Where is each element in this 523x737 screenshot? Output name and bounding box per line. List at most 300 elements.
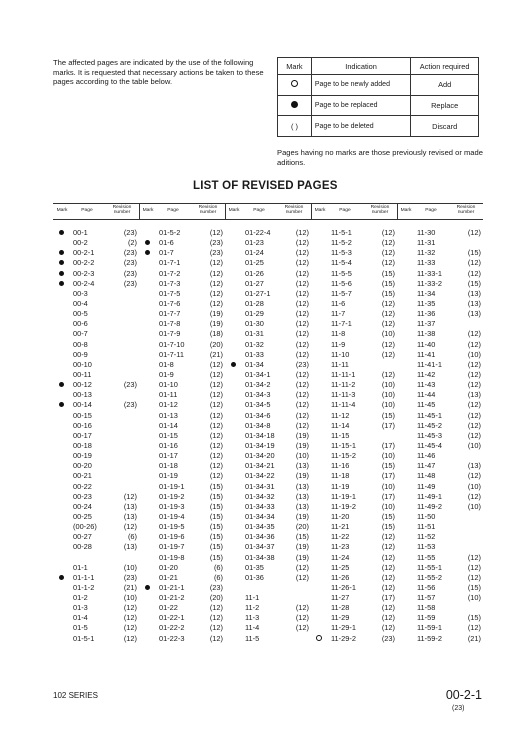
revision-number: (21)	[123, 582, 137, 592]
page-id: 01-7	[159, 248, 174, 258]
revision-row	[399, 421, 481, 431]
revision-number: (23)	[123, 380, 137, 390]
page-id: 11-51	[417, 522, 436, 532]
page-id: 01-20	[159, 562, 178, 572]
page-id: 01-19-4	[159, 511, 185, 521]
revision-row	[313, 471, 395, 481]
page-id: 01-16	[159, 440, 178, 450]
revision-row	[227, 613, 309, 623]
revision-row	[55, 319, 137, 329]
page-id: 01-8	[159, 359, 174, 369]
revision-row	[141, 613, 223, 623]
revision-number: (12)	[209, 420, 223, 430]
revision-number: (12)	[209, 440, 223, 450]
revision-number: (12)	[209, 400, 223, 410]
revision-row	[141, 553, 223, 563]
revision-number: (12)	[467, 471, 481, 481]
page-id: 01-1	[73, 562, 88, 572]
revision-row	[313, 431, 395, 441]
filled-circle-mark	[55, 380, 67, 390]
revision-row	[141, 238, 223, 248]
revision-row	[55, 279, 137, 289]
page-id: 00-24	[73, 501, 92, 511]
revision-row	[313, 553, 395, 563]
revision-number: (12)	[295, 572, 309, 582]
revision-number: (12)	[467, 268, 481, 278]
revision-number: (12)	[209, 268, 223, 278]
revision-row	[227, 623, 309, 633]
page-id: 11-20	[331, 511, 350, 521]
revision-row	[227, 340, 309, 350]
revision-row	[399, 370, 481, 380]
page-id: 11-5-5	[331, 268, 352, 278]
page-id: 01-7-6	[159, 298, 181, 308]
page-id: 11-42	[417, 369, 436, 379]
page-id: 00-6	[73, 319, 88, 329]
page-id: 11-19	[331, 481, 350, 491]
page-id: 11-23	[331, 542, 350, 552]
filled-circle-mark	[55, 258, 67, 268]
revision-number: (19)	[295, 430, 309, 440]
revision-row	[313, 299, 395, 309]
revision-row	[55, 228, 137, 238]
revision-number: (12)	[381, 248, 395, 258]
revision-row	[55, 441, 137, 451]
mark-header: Mark	[56, 208, 68, 213]
page-id: 01-26	[245, 268, 264, 278]
revision-number: (12)	[467, 420, 481, 430]
header-divider	[397, 203, 398, 220]
revision-number: (10)	[467, 349, 481, 359]
revision-row	[399, 319, 481, 329]
revision-row	[313, 563, 395, 573]
page-id: 01-5-1	[73, 633, 95, 643]
page-id: 11-6	[331, 298, 346, 308]
mark-header: Mark	[314, 208, 326, 213]
page-id: 01-28	[245, 298, 264, 308]
page-header: Page	[253, 208, 265, 213]
revision-row	[141, 258, 223, 268]
revision-header: Revision number	[370, 205, 390, 215]
page-id: 01-21-2	[159, 593, 185, 603]
page-id: 01-34-32	[245, 491, 275, 501]
revision-row	[399, 512, 481, 522]
revision-number: (12)	[381, 613, 395, 623]
revision-row	[55, 451, 137, 461]
revision-number: (12)	[123, 633, 137, 643]
page-id: 00-27	[73, 532, 92, 542]
revision-number: (12)	[381, 309, 395, 319]
revision-row	[141, 603, 223, 613]
page-id: 00-4	[73, 298, 88, 308]
revision-number: (10)	[381, 501, 395, 511]
revision-number: (12)	[381, 339, 395, 349]
revision-row	[399, 299, 481, 309]
revision-number: (19)	[295, 471, 309, 481]
revision-number: (13)	[295, 491, 309, 501]
revision-row	[399, 258, 481, 268]
page-id: 11-36	[417, 309, 436, 319]
revision-row	[141, 512, 223, 522]
page-id: 11-26-1	[331, 582, 356, 592]
page-id: 01-19-8	[159, 552, 185, 562]
page-id: 01-7-5	[159, 288, 181, 298]
revision-number: (12)	[467, 400, 481, 410]
revision-row	[313, 400, 395, 410]
column-group-header-1	[53, 203, 139, 220]
revision-row	[313, 360, 395, 370]
revision-row	[399, 623, 481, 633]
page-id: 11-49-1	[417, 491, 442, 501]
revision-header: Revision number	[284, 205, 304, 215]
revision-row	[227, 482, 309, 492]
revision-number: (12)	[381, 532, 395, 542]
revision-row	[399, 471, 481, 481]
revision-row	[313, 411, 395, 421]
revision-number: (10)	[467, 501, 481, 511]
revision-row	[399, 553, 481, 563]
revision-number: (13)	[123, 501, 137, 511]
revision-number: (12)	[295, 400, 309, 410]
revision-number: (12)	[209, 380, 223, 390]
revision-row	[399, 593, 481, 603]
revision-number: (12)	[295, 268, 309, 278]
page-id: 01-19-6	[159, 532, 185, 542]
revision-number: (12)	[123, 491, 137, 501]
page-header: Page	[167, 208, 179, 213]
revision-number: (12)	[209, 603, 223, 613]
revision-row	[399, 248, 481, 258]
revision-number: (12)	[295, 228, 309, 237]
page-id: 01-7-9	[159, 329, 181, 339]
revision-row	[141, 441, 223, 451]
page-id: 11-5-2	[331, 238, 352, 248]
revision-number: (10)	[467, 593, 481, 603]
page-id: 11-26	[331, 572, 350, 582]
page-id: 11-27	[331, 593, 350, 603]
revision-number: (15)	[381, 410, 395, 420]
revision-number: (15)	[381, 268, 395, 278]
page-id: 01-14	[159, 420, 178, 430]
revision-number: (17)	[381, 440, 395, 450]
revision-number: (23)	[209, 238, 223, 248]
revision-number: (23)	[123, 572, 137, 582]
page-id: 01-30	[245, 319, 264, 329]
revision-number: (12)	[381, 369, 395, 379]
revision-row	[227, 431, 309, 441]
revision-row	[313, 532, 395, 542]
revision-row	[227, 411, 309, 421]
revision-number: (15)	[295, 532, 309, 542]
revision-number: (12)	[381, 603, 395, 613]
revision-row	[141, 461, 223, 471]
revision-number: (23)	[123, 228, 137, 237]
revision-row	[55, 360, 137, 370]
action-replace: Replace	[411, 95, 479, 116]
revision-row	[227, 542, 309, 552]
revision-number: (12)	[295, 339, 309, 349]
page-id: 01-22-3	[159, 633, 185, 643]
revision-row	[399, 309, 481, 319]
marks-legend-table	[277, 57, 479, 137]
revision-number: (12)	[295, 349, 309, 359]
page-id: 11-2	[245, 603, 260, 613]
revision-row	[227, 319, 309, 329]
header-divider	[311, 203, 312, 220]
open-circle-mark	[278, 75, 312, 96]
page-id: 11-47	[417, 461, 436, 471]
revision-row	[141, 471, 223, 481]
revision-header: Revision number	[456, 205, 476, 215]
revision-number: (12)	[381, 238, 395, 248]
mark-header: Mark	[400, 208, 412, 213]
revision-row	[55, 522, 137, 532]
page-id: 01-34-2	[245, 380, 271, 390]
revision-row	[141, 289, 223, 299]
page-id: 11-22	[331, 532, 350, 542]
revision-row	[227, 360, 309, 370]
revision-row	[313, 583, 395, 593]
page-id: 11-48	[417, 471, 436, 481]
revision-row	[399, 542, 481, 552]
revision-number: (12)	[467, 228, 481, 237]
revision-row	[313, 228, 395, 238]
revision-row	[55, 603, 137, 613]
page-number: 00-2-1	[445, 688, 482, 702]
revision-number: (2)	[127, 238, 137, 248]
page-id: 11-5-6	[331, 278, 352, 288]
page-id: 11-30	[417, 228, 436, 237]
header-divider	[225, 203, 226, 220]
intro-paragraph: The affected pages are indicated by the use of the following marks. It is requested that necessary actions be taken to these pages according to the table below.	[53, 58, 264, 87]
revision-row	[55, 471, 137, 481]
revision-row	[399, 431, 481, 441]
revision-row	[399, 380, 481, 390]
revision-number: (12)	[295, 369, 309, 379]
filled-circle-mark	[141, 583, 153, 593]
page-id: 11-19-2	[331, 501, 356, 511]
filled-circle-mark	[227, 360, 239, 370]
page-id: 00-21	[73, 471, 92, 481]
revision-row	[141, 542, 223, 552]
revision-number: (12)	[467, 491, 481, 501]
page-id: 01-19-7	[159, 542, 185, 552]
page-id: 01-34-19	[245, 440, 275, 450]
revision-row	[55, 573, 137, 583]
revision-number: (12)	[123, 613, 137, 623]
page-id: 01-34-34	[245, 511, 275, 521]
page-id: 11-11-4	[331, 400, 356, 410]
revision-row	[227, 461, 309, 471]
indication-column-header: Indication	[311, 58, 410, 75]
page-id: 11-28	[331, 603, 350, 613]
revision-number: (15)	[467, 278, 481, 288]
page-id: 11-46	[417, 451, 436, 461]
revision-row	[141, 380, 223, 390]
page-id: 01-19	[159, 471, 178, 481]
revision-note: Pages having no marks are those previously revised or made aditions.	[277, 148, 483, 167]
page-id: 01-13	[159, 410, 178, 420]
page-id: 11-24	[331, 552, 350, 562]
page-id: 11-56	[417, 582, 436, 592]
revision-number: (23)	[209, 582, 223, 592]
page-id: 01-4	[73, 613, 88, 623]
filled-circle-mark	[55, 400, 67, 410]
revision-row	[227, 471, 309, 481]
page-id: 01-1-2	[73, 582, 95, 592]
indication-delete: Page to be deleted	[311, 116, 410, 137]
revision-number: (12)	[467, 258, 481, 268]
mark-header: Mark	[228, 208, 240, 213]
revision-row	[141, 492, 223, 502]
revision-column-3	[227, 228, 309, 644]
page-id: 11-1	[245, 593, 260, 603]
revision-row	[141, 411, 223, 421]
revision-row	[55, 289, 137, 299]
parentheses-mark: ( )	[278, 116, 312, 137]
revision-row	[313, 319, 395, 329]
page-id: 00-15	[73, 410, 92, 420]
page-id: 00-5	[73, 309, 88, 319]
page-header: Page	[425, 208, 437, 213]
revision-row	[55, 400, 137, 410]
page-id: 00-12	[73, 380, 92, 390]
page-id: 01-31	[245, 329, 264, 339]
revision-row	[55, 269, 137, 279]
page-id: 11-4	[245, 623, 260, 633]
page-id: 11-11-3	[331, 390, 356, 400]
revision-number: (12)	[295, 319, 309, 329]
page-id: 01-34-8	[245, 420, 271, 430]
revision-number: (19)	[209, 319, 223, 329]
revision-number: (12)	[295, 298, 309, 308]
page-id: 01-34	[245, 359, 264, 369]
page-id: 00-3	[73, 288, 88, 298]
revision-number: (12)	[467, 410, 481, 420]
revision-number: (12)	[209, 390, 223, 400]
revision-row	[141, 421, 223, 431]
revision-row	[227, 502, 309, 512]
page-id: 01-15	[159, 430, 178, 440]
page-id: 01-34-21	[245, 461, 275, 471]
revision-row	[141, 370, 223, 380]
revision-number: (15)	[467, 582, 481, 592]
page-id: 11-45-3	[417, 430, 442, 440]
revision-row	[55, 238, 137, 248]
page-id: 11-58	[417, 603, 436, 613]
revision-number: (12)	[295, 390, 309, 400]
revision-row	[55, 411, 137, 421]
revision-row	[141, 583, 223, 593]
revision-number: (12)	[467, 359, 481, 369]
revision-number: (19)	[295, 511, 309, 521]
page-id: 01-5-2	[159, 228, 181, 237]
page-id: 01-34-18	[245, 430, 275, 440]
revision-number: (12)	[209, 298, 223, 308]
page-id: 01-17	[159, 451, 178, 461]
revision-row	[55, 370, 137, 380]
revision-row	[313, 451, 395, 461]
revision-number: (6)	[213, 572, 223, 582]
page-id: 01-7-11	[159, 349, 184, 359]
revision-row	[227, 329, 309, 339]
page-id: 11-16	[331, 461, 350, 471]
revision-number: (12)	[467, 623, 481, 633]
revision-number: (12)	[295, 248, 309, 258]
page-id: 11-15-1	[331, 440, 356, 450]
revision-row	[55, 623, 137, 633]
revision-number: (15)	[209, 542, 223, 552]
revision-number: (10)	[381, 451, 395, 461]
page-id: 11-5	[245, 633, 260, 643]
revision-number: (12)	[381, 298, 395, 308]
revision-number: (20)	[209, 593, 223, 603]
revision-row	[55, 461, 137, 471]
page-id: 11-50	[417, 511, 436, 521]
page-id: 11-19-1	[331, 491, 356, 501]
revision-number: (15)	[381, 278, 395, 288]
revision-number: (15)	[381, 511, 395, 521]
page-id: 11-37	[417, 319, 436, 329]
page-id: 11-11	[331, 359, 349, 369]
revision-row	[55, 421, 137, 431]
revision-number: (10)	[381, 380, 395, 390]
revision-number: (12)	[209, 369, 223, 379]
revision-row	[313, 289, 395, 299]
revision-number: (19)	[209, 309, 223, 319]
page-id: 01-34-36	[245, 532, 275, 542]
revision-number: (12)	[381, 623, 395, 633]
revision-number: (15)	[467, 248, 481, 258]
page-id: 11-25	[331, 562, 350, 572]
page-id: 01-7-2	[159, 268, 181, 278]
revision-row	[227, 492, 309, 502]
revision-column-4	[313, 228, 395, 644]
revision-row	[227, 289, 309, 299]
revision-row	[141, 400, 223, 410]
revision-number: (12)	[295, 329, 309, 339]
revision-row	[399, 238, 481, 248]
revision-row	[55, 431, 137, 441]
page-id: 00-9	[73, 349, 88, 359]
revision-row	[313, 258, 395, 268]
page-id: 11-29-1	[331, 623, 356, 633]
page-id: 11-59-2	[417, 633, 442, 643]
revision-number: (12)	[381, 572, 395, 582]
page-id: 01-34-6	[245, 410, 271, 420]
revision-number: (12)	[467, 430, 481, 440]
revision-row	[55, 502, 137, 512]
page-id: 11-29	[331, 613, 350, 623]
revision-number: (12)	[209, 359, 223, 369]
page-id: 11-49	[417, 481, 436, 491]
revision-row	[313, 309, 395, 319]
revision-number: (10)	[123, 562, 137, 572]
revision-row	[55, 248, 137, 258]
revision-number: (13)	[295, 501, 309, 511]
revision-number: (12)	[467, 552, 481, 562]
revision-number: (12)	[209, 258, 223, 268]
indication-add: Page to be newly added	[311, 75, 410, 96]
revision-number: (12)	[209, 410, 223, 420]
page-id: 00-2	[73, 238, 88, 248]
revision-number: (12)	[295, 380, 309, 390]
revision-row	[399, 532, 481, 542]
revision-header: Revision number	[198, 205, 218, 215]
page-id: 11-33-2	[417, 278, 442, 288]
page-id: 01-29	[245, 309, 264, 319]
column-group-header-5	[397, 203, 483, 220]
